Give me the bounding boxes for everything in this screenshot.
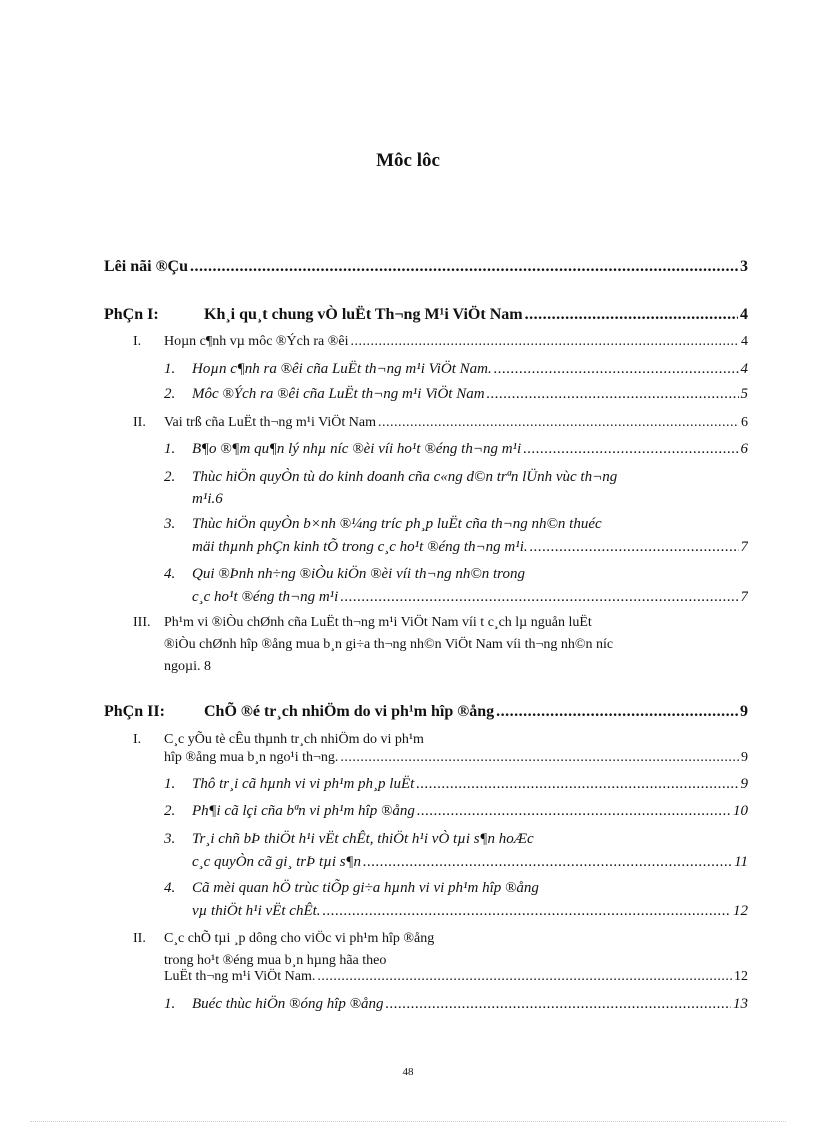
toc-page-number: 9 [740,703,748,720]
toc-entry-text-line-2: mäi thµnh phÇn kinh tÕ trong c¸c ho¹t ®éng th¬ng m¹i. [192,539,528,555]
toc-page-number: 12 [734,969,748,984]
toc-page-number: 7 [740,539,748,555]
toc-page-number: 5 [740,386,748,402]
toc-entry-text-line-2: hîp ®ång mua b¸n ngo¹i th¬ng. [164,750,339,765]
toc-item-2-1-3[interactable] [164,828,748,850]
dot-leader [190,256,738,278]
dot-leader [378,412,739,434]
item-number: 1. [164,996,176,1012]
section-number: II. [133,415,146,430]
toc-entry-text: Vai trß cña LuËt th¬ng m¹i ViÖt Nam [164,415,377,430]
section-number: II. [133,931,146,946]
toc-entry-text: Ph¶i cã lçi cña bªn vi ph¹m hîp ®ång [192,803,415,819]
dot-leader [523,438,738,460]
dot-leader [494,358,739,380]
toc-page-number: 4 [741,334,748,349]
toc-item-2-1-2[interactable] [164,800,748,822]
item-number: 2. [164,803,176,819]
dot-leader [530,536,739,558]
dot-leader [525,304,738,326]
toc-item-1-1-2[interactable] [164,383,748,405]
toc-item-1-2-1[interactable] [164,438,748,460]
toc-entry-text-line-2: trong ho¹t ®éng mua b¸n hµng hãa theo [164,953,387,968]
toc-entry-label: Lêi nãi ®Çu [104,258,188,275]
toc-section-1-3[interactable] [133,612,748,678]
toc-item-1-2-3-cont[interactable] [192,536,748,558]
dot-leader [340,747,739,769]
toc-entry-intro[interactable] [104,256,748,278]
item-number: 3. [164,831,176,847]
toc-item-1-1-1[interactable] [164,358,748,380]
toc-page-number: 4 [740,306,748,323]
toc-page-number: 10 [733,803,748,819]
dot-leader [487,383,739,405]
toc-section-1-2[interactable] [133,412,748,434]
toc-entry-part-2[interactable] [104,701,748,723]
dot-leader [340,586,738,608]
item-number: 2. [164,386,176,402]
toc-page-number: 6 [740,441,748,457]
toc-entry-text-line-1: Tr¸i chñ bÞ thiÖt h¹i vËt chÊt, thiÖt h¹i vÒ tµi s¶n hoÆc [192,831,534,847]
page-title: Môc lôc [376,150,440,171]
toc-entry-text-line-3: ngoµi. 8 [164,659,211,674]
toc-entry-text-line-2: m¹i.6 [192,491,223,507]
toc-page-number: 9 [740,776,748,792]
toc-page-number: 3 [740,258,748,275]
toc-entry-text-line-2: c¸c quyÒn cã gi¸ trÞ tµi s¶n [192,854,361,870]
toc-item-2-1-4-cont[interactable] [192,900,748,922]
item-number: 1. [164,776,176,792]
dot-leader [323,900,731,922]
toc-entry-text: Hoµn c¶nh vµ môc ®Ých ra ®êi [164,334,349,349]
part-label: PhÇn I: [104,306,159,323]
item-number: 4. [164,566,176,582]
toc-entry-text: Thô tr¸i cã hµnh vi vi ph¹m ph¸p luËt [192,776,415,792]
toc-item-1-2-3[interactable] [164,513,748,535]
toc-item-2-1-3-cont[interactable] [192,851,748,873]
toc-entry-text-line-1: Qui ®Þnh nh÷ng ®iÒu kiÖn ®èi víi th¬ng nh©n trong [192,566,525,582]
toc-entry-text-line-2: c¸c ho¹t ®éng th¬ng m¹i [192,589,339,605]
toc-entry-text-line-1: C¸c yÕu tè cÊu thµnh tr¸ch nhiÖm do vi ph¹m [164,732,424,747]
toc-entry-part-1[interactable] [104,304,748,326]
toc-entry-text-line-1: Thùc hiÖn quyÒn tù do kinh doanh cña c«ng d©n trªn lÜnh vùc th¬ng [192,469,618,485]
dot-leader [350,331,739,353]
toc-item-2-1-1[interactable] [164,773,748,795]
toc-entry-text-line-1: Cã mèi quan hÖ trùc tiÕp gi÷a hµnh vi vi ph¹m hîp ®ång [192,880,539,896]
toc-entry-text: Kh¸i qu¸t chung vÒ luËt Th¬ng M¹i ViÖt Nam [204,306,523,323]
item-number: 3. [164,516,176,532]
toc-item-2-2-1[interactable] [164,993,748,1015]
toc-entry-text-line-1: Thùc hiÖn quyÒn b×nh ®¼ng tríc ph¸p luËt cña th¬ng nh©n thuéc [192,516,602,532]
toc-section-1-1[interactable] [133,331,748,353]
toc-entry-text-line-2: vµ thiÖt h¹i vËt chÊt. [192,903,321,919]
toc-entry-text: B¶o ®¶m qu¶n lý nhµ níc ®èi víi ho¹t ®éng th¬ng m¹i [192,441,522,457]
toc-page-number: 4 [740,361,748,377]
item-number: 1. [164,361,176,377]
section-number: III. [133,615,151,630]
item-number: 2. [164,469,176,485]
toc-entry-text: Hoµn c¶nh ra ®êi cña LuËt th¬ng m¹i ViÖt Nam. [192,361,492,377]
page-bottom-divider [30,1121,786,1122]
toc-entry-text-line-1: C¸c chÕ tµi ¸p dông cho viÖc vi ph¹m hîp ®ång [164,931,435,946]
toc-item-1-2-4[interactable] [164,563,748,585]
dot-leader [496,701,738,723]
dot-leader [416,773,738,795]
toc-item-2-1-4[interactable] [164,877,748,899]
toc-page-number: 6 [741,415,748,430]
toc-entry-text-line-3: LuËt th¬ng m¹i ViÖt Nam. [164,969,316,984]
dot-leader [363,851,732,873]
toc-page-number: 13 [733,996,748,1012]
dot-leader [317,966,732,988]
toc-entry-text-line-2: ®iÒu chØnh hîp ®ång mua b¸n gi÷a th¬ng nh©n ViÖt Nam víi th¬ng nh©n níc [164,637,614,652]
item-number: 1. [164,441,176,457]
toc-entry-text: ChÕ ®é tr¸ch nhiÖm do vi ph¹m hîp ®ång [204,703,495,720]
part-label: PhÇn II: [104,703,165,720]
toc-section-2-1-cont[interactable] [164,747,748,769]
dot-leader [386,993,731,1015]
toc-page-number: 12 [733,903,748,919]
toc-entry-text: Buéc thùc hiÖn ®óng hîp ®ång [192,996,384,1012]
toc-entry-text-line-1: Ph¹m vi ®iÒu chØnh cña LuËt th¬ng m¹i ViÖt Nam víi t c¸ch lµ nguån luËt [164,615,592,630]
toc-entry-text: Môc ®Ých ra ®êi cña LuËt th¬ng m¹i ViÖt Nam [192,386,485,402]
toc-item-1-2-2[interactable] [164,466,748,512]
page-number: 48 [402,1066,414,1078]
toc-section-2-2-cont[interactable] [164,966,748,988]
toc-item-1-2-4-cont[interactable] [192,586,748,608]
toc-page-number: 11 [734,854,748,870]
dot-leader [417,800,731,822]
toc-page-number: 9 [741,750,748,765]
item-number: 4. [164,880,176,896]
section-number: I. [133,732,142,747]
section-number: I. [133,334,142,349]
toc-page-number: 7 [740,589,748,605]
